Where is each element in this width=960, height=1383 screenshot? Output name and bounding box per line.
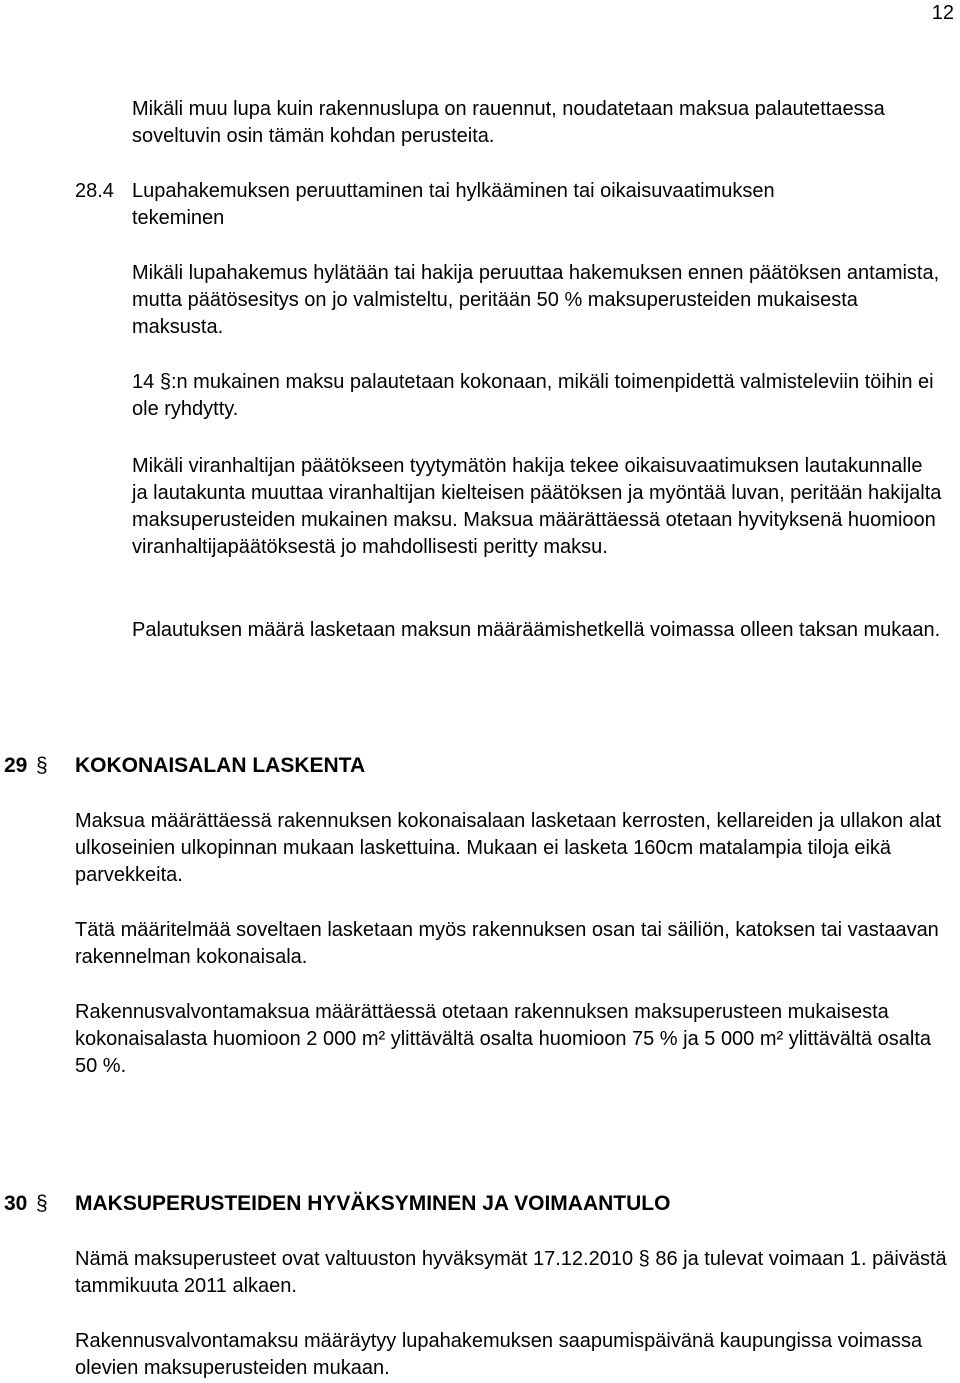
subsection-number: 28.4 [75, 180, 114, 202]
section-sign: § [36, 1192, 48, 1215]
paragraph-full-refund [132, 369, 942, 423]
paragraph-approval [75, 1246, 955, 1300]
paragraph-application-rejected: Mikäli lupahakemus hylätään tai hakija peruuttaa hakemuksen ennen päätöksen antamista, mutta päätösesitys on jo valmisteltu, peritään 50 % maksuperusteiden mukaisesta maksusta. [132, 262, 940, 338]
paragraph-area-reduction: Rakennusvalvontamaksua määrättäessä otetaan rakennuksen maksuperusteen mukaisesta kokonaisalasta huomioon 2 000 m² ylittävältä osalta huomioon 75 % ja 5 000 m² ylittävältä osalta 50 %. [75, 1001, 932, 1077]
paragraph-expired-permit: Mikäli muu lupa kuin rakennuslupa on rauennut, noudatetaan maksua palautettaessa soveltuvin osin tämän kohdan perusteita. [132, 98, 885, 147]
approval-text-rest: 86 ja tulevat voimaan 1. päivästä tammikuuta 2011 alkaen. [75, 1248, 947, 1297]
page-number: 12 [931, 2, 954, 24]
subsection-title-line2: tekeminen [132, 207, 225, 229]
paragraph-floor-area: Maksua määrättäessä rakennuksen kokonaisalaan lasketaan kerrosten, kellareiden ja ullakon alat ulkoseinien ulkopinnan mukaan laskettuina. Mukaan ei lasketa 160cm matalampia tiloja eikä parvekkeita. [75, 810, 942, 886]
section-sign: § [638, 1248, 650, 1270]
section-title: MAKSUPERUSTEIDEN HYVÄKSYMINEN JA VOIMAANTULO [75, 1192, 671, 1215]
paragraph-fee-determination: Rakennusvalvontamaksu määräytyy lupahakemuksen saapumispäivänä kaupungissa voimassa olevien maksuperusteiden mukaan. [75, 1330, 923, 1379]
section-number: 30 [4, 1192, 28, 1215]
section-number: 29 [4, 754, 28, 777]
section-title: KOKONAISALAN LASKENTA [75, 754, 366, 777]
approval-text: Nämä maksuperusteet ovat valtuuston hyväksymät 17.12.2010 [75, 1248, 634, 1270]
paragraph-refund-amount: Palautuksen määrä lasketaan maksun määräämishetkellä voimassa olleen taksan mukaan. [132, 619, 941, 641]
refund-text: :n mukainen maksu palautetaan kokonaan, mikäli toimenpidettä valmisteleviin töihin ei ole ryhdytty. [132, 371, 934, 420]
section-reference-number: 14 [132, 371, 155, 393]
section-sign: § [159, 371, 171, 393]
paragraph-appeal: Mikäli viranhaltijan päätökseen tyytymätön hakija tekee oikaisuvaatimuksen lautakunnalle ja lautakunta muuttaa viranhaltijan kielteisen päätöksen ja myöntää luvan, peritään hakijalta maksuperusteiden mukainen maksu. Maksua määrättäessä otetaan hyvityksenä huomioon viranhaltijapäätöksestä jo mahdollisesti peritty maksu. [132, 455, 942, 558]
section-sign: § [36, 754, 48, 777]
subsection-title-line1: Lupahakemuksen peruuttaminen tai hylkääminen tai oikaisuvaatimuksen [132, 180, 775, 202]
paragraph-structure-area: Tätä määritelmää soveltaen lasketaan myös rakennuksen osan tai säiliön, katoksen tai vastaavan rakennelman kokonaisala. [75, 919, 939, 968]
